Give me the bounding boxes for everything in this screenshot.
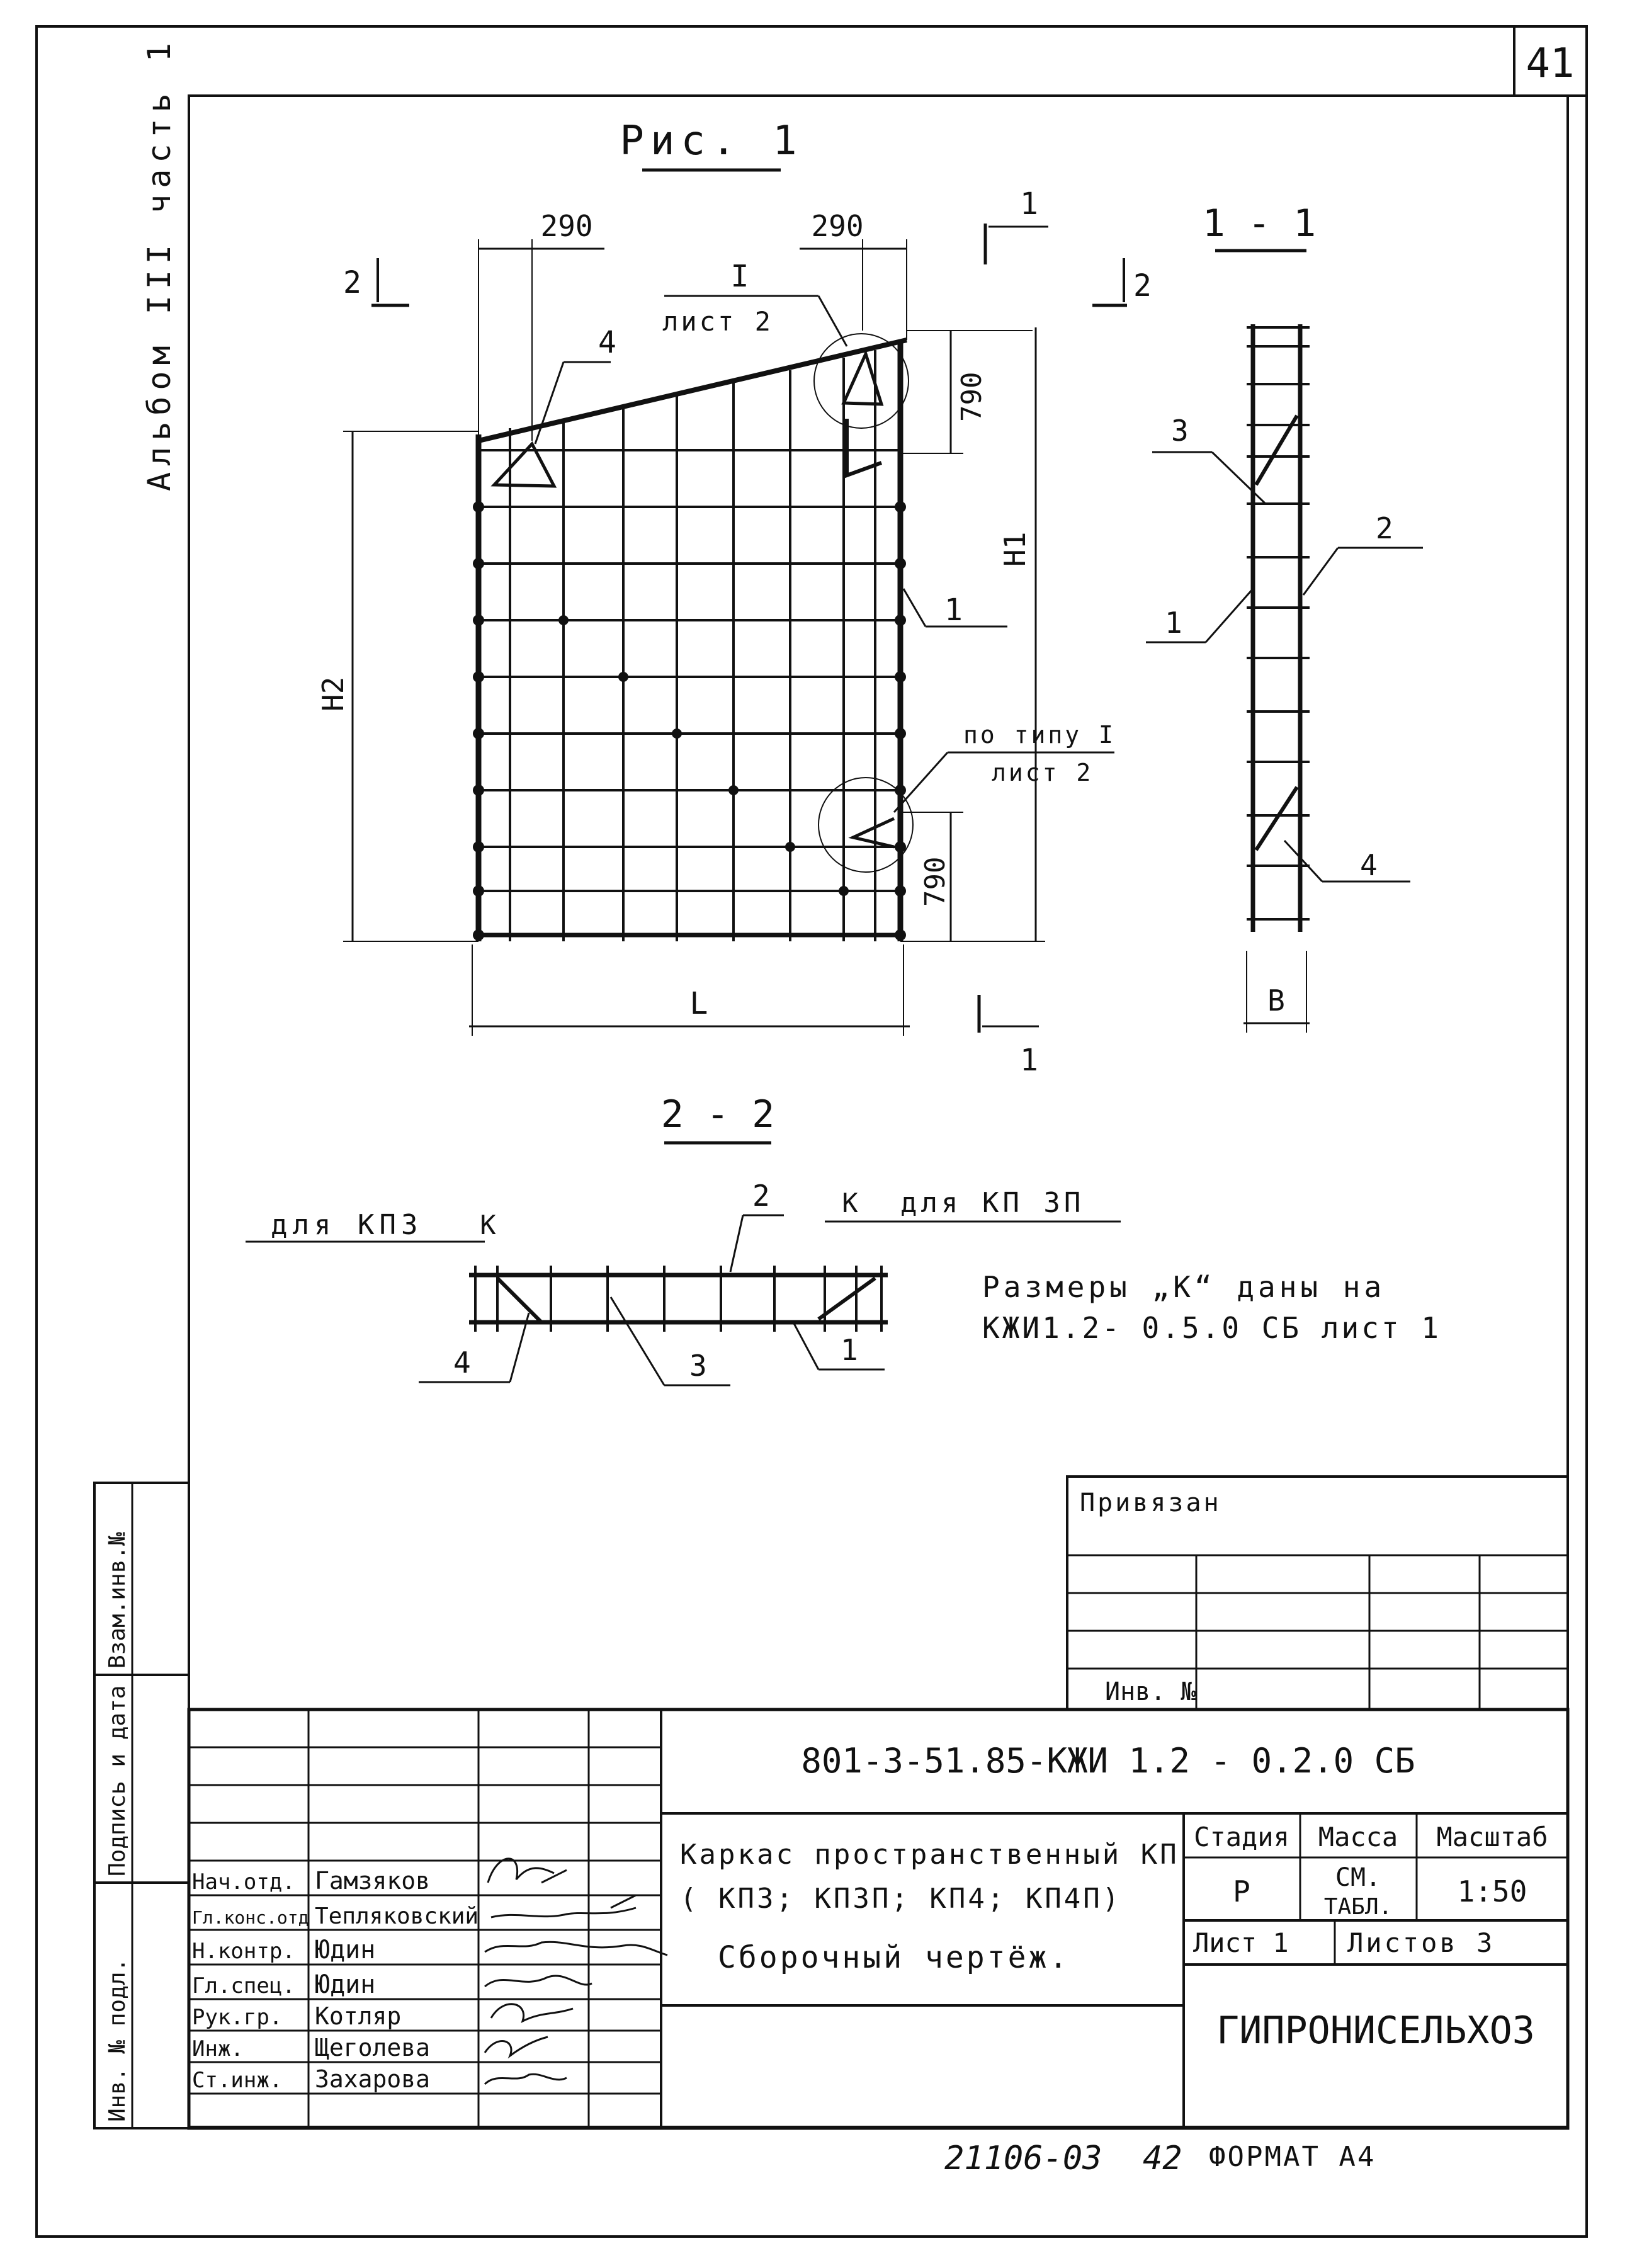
staff-role: Н.контр. [192,1939,295,1964]
staff-role: Ст.инж. [192,2068,283,2093]
staff-role: Рук.гр. [192,2005,283,2030]
staff-name: Захарова [315,2065,431,2093]
privyazan-inv-label: Инв. № [1105,1677,1196,1706]
section-mark-2-left: 2 [343,265,361,300]
dim-H2: H2 [316,676,350,712]
section-2-2-pos-4: 4 [453,1346,471,1380]
leader-line [535,362,564,444]
section-1-1-dim-B: B [1267,984,1285,1018]
left-strip-podpis: Подпись и дата [105,1685,130,1876]
figure-title: Рис. 1 [620,118,803,164]
section-2-2-pos-1: 1 [841,1333,858,1367]
staff-role: Инж. [192,2036,244,2061]
section-2-2-pos-3: 3 [689,1349,707,1383]
section-2-2-cage [469,1266,888,1332]
mass-value-line-2: ТАБЛ. [1323,1894,1393,1920]
description-line-3: Сборочный чертёж. [718,1940,1070,1975]
signatures [485,1859,667,2084]
section-mark-1-bottom: 1 [1020,1043,1038,1078]
staff-name: Тепляковский [315,1903,479,1929]
callout-sheet2: лист 2 [662,306,773,337]
section-2-2-pos-2: 2 [752,1179,770,1213]
dim-290-left: 290 [540,209,593,243]
organization: ГИПРОНИСЕЛЬХОЗ [1216,2009,1535,2053]
stage-value: Р [1233,1874,1250,1908]
section-mark-1-top: 1 [1020,186,1038,222]
left-strip-inv-podl: Инв. № подл. [105,1958,130,2122]
dim-790-bottom: 790 [919,856,951,907]
sheets-label: Листов 3 [1347,1927,1495,1958]
page-number: 41 [1526,40,1575,87]
staff-name: Юдин [315,1936,376,1965]
section-1-1-cage [1247,324,1310,932]
section-1-1-title: 1 - 1 [1202,201,1317,246]
leader-line [611,1297,664,1385]
side-album-title: Альбом III часть 1 [141,37,178,491]
weld-dots [473,501,906,941]
section-1-1-pos-4: 4 [1360,848,1378,882]
footer-format: ФОРМАТ А4 [1209,2141,1376,2173]
section-1-1-pos-3: 3 [1171,414,1189,448]
footer-page-ref: 42 [1143,2140,1182,2177]
staff-name: Щеголева [315,2034,431,2061]
leader-line [1284,841,1322,882]
callout-type-I: по типу I [963,721,1116,749]
staff-name: Гамзяков [315,1867,431,1895]
footer-archive-number: 21106-03 [944,2140,1102,2177]
section-2-2-k-left: К [480,1210,496,1240]
staff-rows [192,1867,479,2093]
stage-header: Стадия [1194,1822,1289,1852]
staff-name: Котляр [315,2002,402,2030]
figure-pos-4: 4 [598,325,616,360]
scale-header: Масштаб [1436,1822,1548,1852]
brace-lower-right [853,819,894,847]
section-2-2-title: 2 - 2 [660,1092,775,1137]
section-2-2-kp3p: для КП 3П [900,1187,1085,1219]
section-1-1-pos-2: 2 [1376,511,1393,545]
scale-value: 1:50 [1457,1874,1527,1908]
leader-line [1303,548,1338,595]
reinforcement-cage [473,334,913,941]
callout-I: I [730,259,749,294]
section-1-1-pos-1: 1 [1165,606,1182,640]
section-2-2-k-right: К [842,1188,858,1218]
figure-pos-1: 1 [944,593,963,628]
staff-name: Юдин [315,1970,376,1999]
privyazan-label: Привязан [1080,1488,1221,1517]
leader-line [1206,589,1253,642]
description-line-1: Каркас пространственный КП [680,1839,1179,1871]
dim-L: L [689,986,708,1021]
sheet-label: Лист 1 [1193,1927,1289,1958]
leader-line [730,1215,743,1272]
dim-290-right: 290 [811,209,864,243]
leader-line [903,589,926,627]
note-line-1: Размеры „К“ даны на [982,1270,1386,1304]
section-mark-2-right: 2 [1133,268,1152,303]
callout-type-sheet2: лист 2 [992,759,1094,786]
mass-value-line-1: СМ. [1335,1863,1381,1892]
document-code: 801-3-51.85-КЖИ 1.2 - 0.2.0 СБ [801,1741,1415,1781]
note-line-2: КЖИ1.2- 0.5.0 СБ лист 1 [982,1311,1441,1345]
left-strip-vzam: Взам.инв.№ [105,1532,130,1669]
mass-header: Масса [1318,1822,1398,1852]
callout-leader [818,296,847,346]
leader-line [1212,452,1266,504]
staff-role: Гл.конс.отд [192,1907,309,1928]
description-line-2: ( КП3; КП3П; КП4; КП4П) [680,1883,1122,1915]
leader-line [793,1322,818,1369]
section-2-2-kp3: для КП3 [271,1209,423,1241]
detail-circle-I [814,334,909,428]
dim-790-top: 790 [956,371,988,422]
staff-role: Гл.спец. [192,1973,295,1999]
dim-H1: H1 [998,531,1032,567]
staff-role: Нач.отд. [192,1869,295,1895]
